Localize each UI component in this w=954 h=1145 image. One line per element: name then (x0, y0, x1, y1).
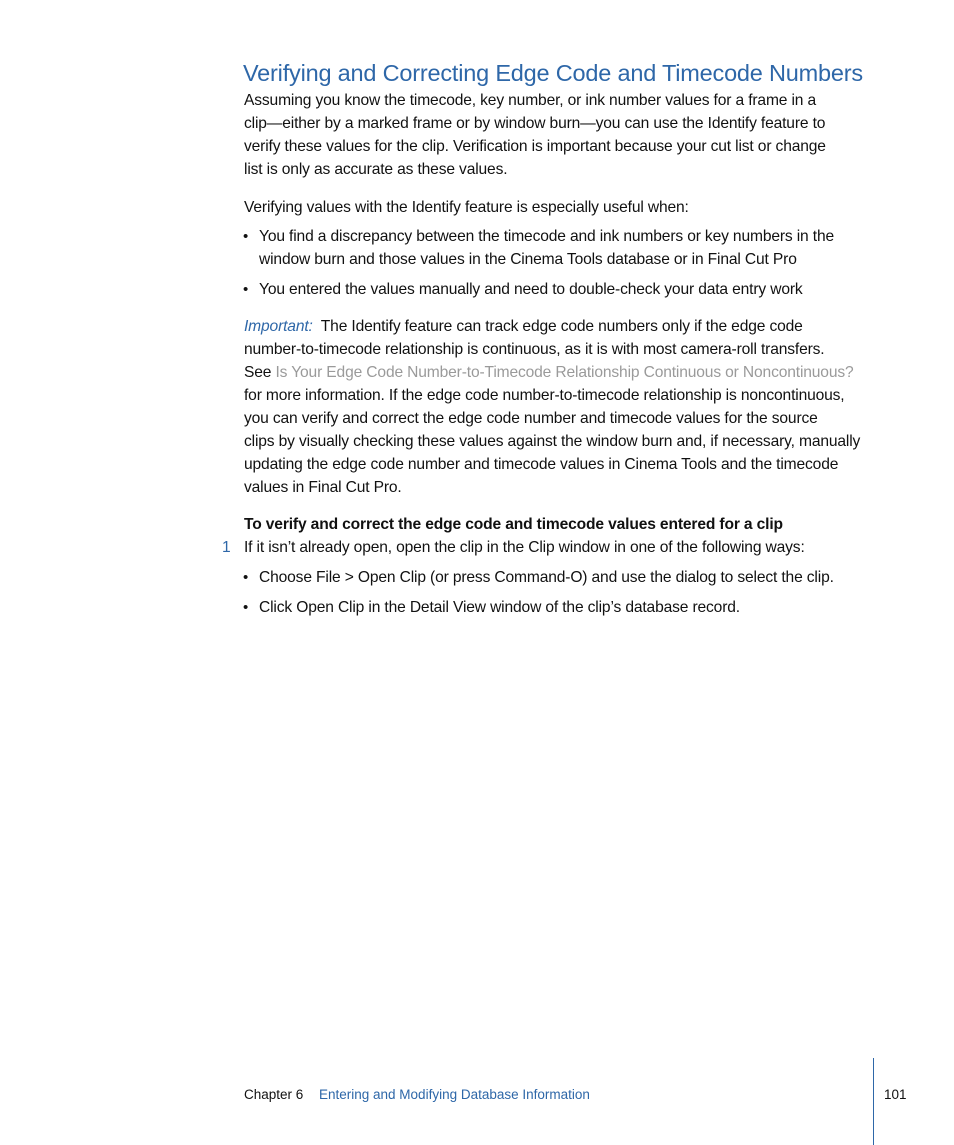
footer-chapter-title: Entering and Modifying Database Information (319, 1087, 590, 1102)
bullet-icon: • (243, 569, 249, 586)
bullet-item: Click Open Clip in the Detail View window of the clip’s database record. (259, 599, 740, 616)
bullet-item: You find a discrepancy between the timecode and ink numbers or key numbers in the (259, 228, 834, 245)
section-heading: Verifying and Correcting Edge Code and Timecode Numbers (243, 60, 863, 86)
bullet-item: You entered the values manually and need to double-check your data entry work (259, 281, 803, 298)
body-line: list is only as accurate as these values. (244, 161, 508, 178)
body-line: you can verify and correct the edge code number and timecode values for the source (244, 410, 818, 427)
page-number: 101 (884, 1087, 907, 1102)
task-heading: To verify and correct the edge code and timecode values entered for a clip (244, 516, 783, 533)
body-line: for more information. If the edge code number-to-timecode relationship is noncontinuous, (244, 387, 845, 404)
bullet-item: Choose File > Open Clip (or press Command-O) and use the dialog to select the clip. (259, 569, 834, 586)
body-line: clip—either by a marked frame or by window burn—you can use the Identify feature to (244, 115, 826, 132)
bullet-icon: • (243, 228, 249, 245)
important-note-line (244, 316, 803, 338)
body-line: Verifying values with the Identify feature is especially useful when: (244, 199, 689, 216)
cross-reference-link[interactable]: Is Your Edge Code Number-to-Timecode Relationship Continuous or Noncontinuous? (275, 364, 854, 381)
body-line: number-to-timecode relationship is continuous, as it is with most camera-roll transfers. (244, 341, 825, 358)
body-line: values in Final Cut Pro. (244, 479, 402, 496)
important-label: Important: (244, 318, 313, 335)
see-line (244, 362, 854, 384)
bullet-icon: • (243, 281, 249, 298)
bullet-icon: • (243, 599, 249, 616)
footer-chapter: Chapter 6 (244, 1087, 304, 1102)
note-text: The Identify feature can track edge code numbers only if the edge code (320, 318, 803, 335)
body-line: Assuming you know the timecode, key number, or ink number values for a frame in a (244, 92, 817, 109)
bullet-item-cont: window burn and those values in the Cinema Tools database or in Final Cut Pro (259, 251, 797, 268)
step-number: 1 (222, 539, 231, 556)
footer-divider (873, 1058, 874, 1145)
body-line: clips by visually checking these values against the window burn and, if necessary, manually (244, 433, 861, 450)
body-line: updating the edge code number and timecode values in Cinema Tools and the timecode (244, 456, 839, 473)
body-line: verify these values for the clip. Verification is important because your cut list or change (244, 138, 826, 155)
see-text: See (244, 364, 272, 381)
step-text: If it isn’t already open, open the clip in the Clip window in one of the following ways: (244, 539, 805, 556)
